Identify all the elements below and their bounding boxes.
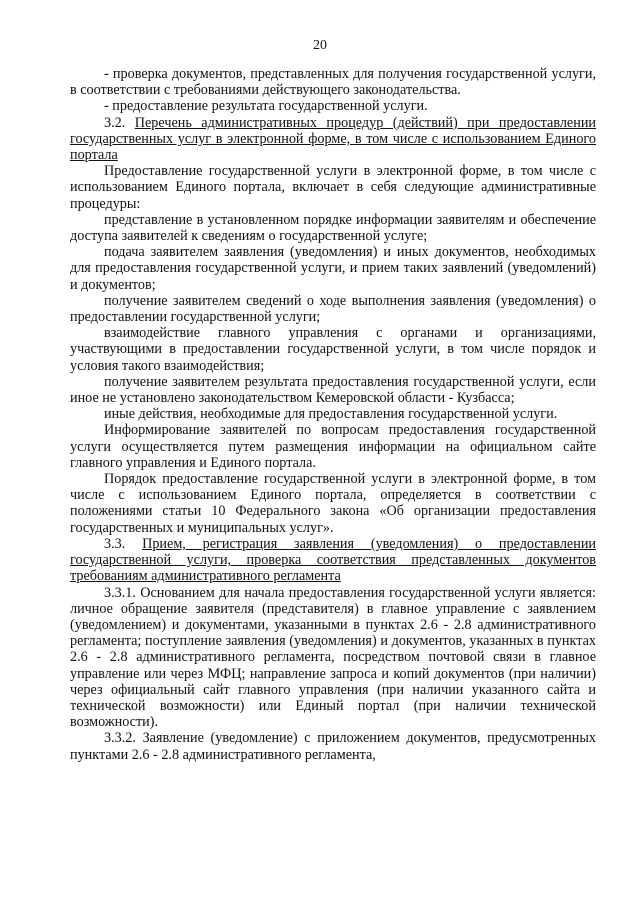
page-number: 20 [313, 38, 327, 53]
document-body [70, 66, 596, 763]
paragraph-3-3-2: 3.3.2. Заявление (уведомление) с приложением документов, предусмотренных пунктами 2.6 - 2.8 административного регламента, [70, 730, 596, 763]
paragraph-3-3-1: 3.3.1. Основанием для начала предоставления государственной услуги является: личное обращение заявителя (представителя) в главное управление с заявлением (уведомлением) и документами, указанными в пунктах 2.6 - 2.8 административного регламента; поступление заявления (уведомления) и документов, указанных в пунктах 2.6 - 2.8 административного регламента, посредством почтовой связи в главное управление или через МФЦ; направление запроса и копий документов (при наличии) через официальный сайт главного управления (при наличии указанного сайта и технической возможности) или Единый портал (при наличии технической возможности). [70, 584, 596, 731]
paragraph-electronic-form: Предоставление государственной услуги в электронной форме, в том числе с использованием Единого портала, включает в себя следующие административные процедуры: [70, 163, 596, 212]
list-item-result: получение заявителем результата предоставления государственной услуги, если иное не установлено законодательством Кемеровской области - Кузбасса; [70, 373, 596, 407]
section-heading-3-2 [70, 115, 596, 164]
list-item-information: представление в установленном порядке информации заявителям и обеспечение доступа заявителей к сведениям о государственной услуге; [70, 211, 596, 245]
section-title: Перечень административных процедур (действий) при предоставлении государственных услуг в электронной форме, в том числе с использованием Единого портала [70, 114, 597, 164]
list-item-other-actions: иные действия, необходимые для предоставления государственной услуги. [104, 406, 558, 423]
section-number: 3.3. [104, 535, 126, 552]
paragraph-informing: Информирование заявителей по вопросам предоставления государственной услуги осуществляется путем размещения информации на официальном сайте главного управления и Единого портала. [70, 422, 596, 471]
list-item-submission: подача заявителем заявления (уведомления) и иных документов, необходимых для предоставления государственной услуги, и прием таких заявлений (уведомлений) и документов; [70, 244, 596, 293]
section-title: Прием, регистрация заявления (уведомления) о предоставлении государственной услуги, проверка соответствия представленных документов требованиям административного регламента [70, 535, 597, 585]
list-item-progress: получение заявителем сведений о ходе выполнения заявления (уведомления) о предоставлении государственной услуги; [70, 292, 596, 326]
paragraph-check-documents: - проверка документов, представленных для получения государственной услуги, в соответствии с требованиями действующего законодательства. [70, 66, 596, 99]
paragraph-procedure: Порядок предоставление государственной услуги в электронной форме, в том числе с использованием Единого портала, определяется в соответствии с положениями статьи 10 Федерального закона «Об организации предоставления государственных и муниципальных услуг». [70, 471, 596, 536]
section-number: 3.2. [104, 114, 126, 131]
section-heading-3-3 [70, 536, 596, 585]
list-item-interaction: взаимодействие главного управления с органами и организациями, участвующими в предоставлении государственной услуги, в том числе порядок и условия такого взаимодействия; [70, 325, 596, 374]
paragraph-provide-result: - предоставление результата государственной услуги. [104, 98, 428, 115]
